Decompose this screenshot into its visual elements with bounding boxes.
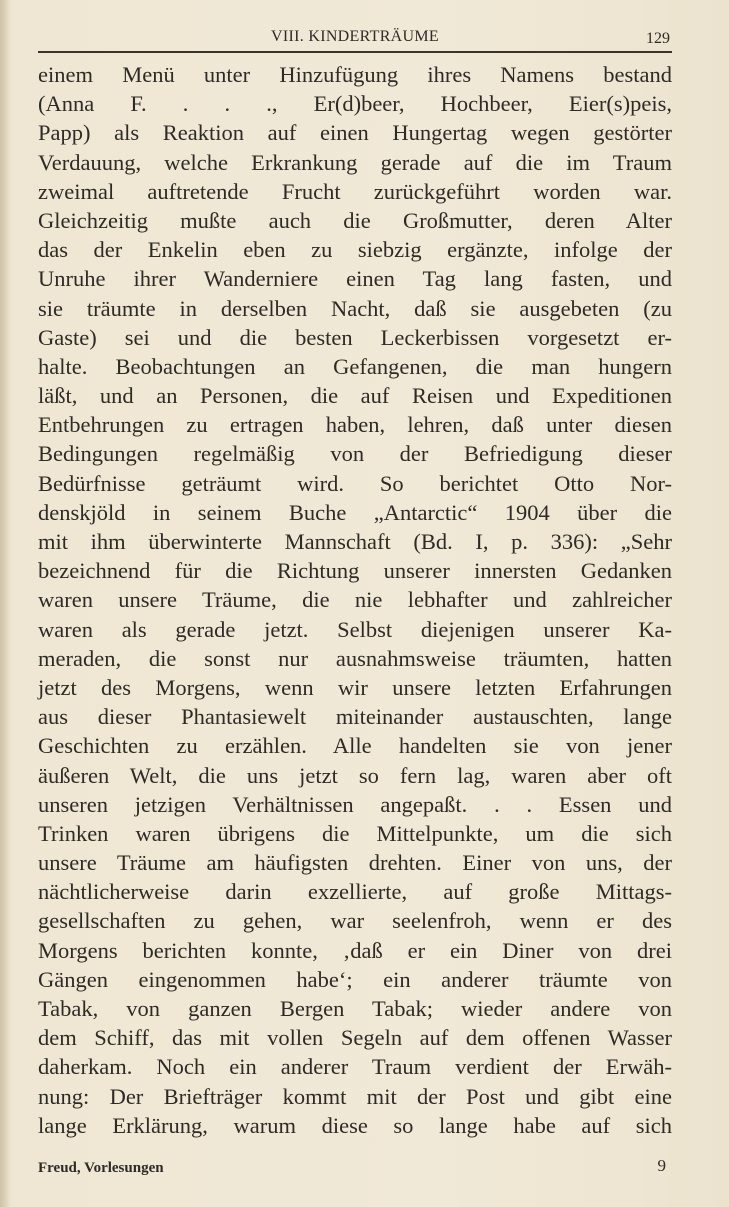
text-line: aus dieser Phantasiewelt miteinander austauschten, lange [38,704,672,730]
text-line: Entbehrungen zu ertragen haben, lehren, daß unter diesen [38,412,672,438]
text-line: Bedürfnisse geträumt wird. So berichtet Otto Nor- [38,470,672,496]
text-line: waren als gerade jetzt. Selbst diejenigen unserer Ka- [38,616,672,642]
header-rule [38,51,672,53]
text-line: unsere Träume am häufigsten drehten. Einer von uns, der [38,850,672,876]
text-line: unseren jetzigen Verhältnissen angepaßt. . . Essen und [38,791,672,817]
text-line: mit ihm überwinterte Mannschaft (Bd. I, p. 336): „Sehr [38,529,672,554]
text-line: Bedingungen regelmäßig von der Befriedigung dieser [38,441,672,467]
text-line: daherkam. Noch ein anderer Traum verdient der Erwäh- [38,1054,672,1080]
text-line: nächtlicherweise darin exzellierte, auf große Mittags- [38,879,672,905]
text-line: zweimal auftretende Frucht zurückgeführt worden war. [38,178,672,204]
signature-mark: 9 [657,1156,666,1175]
text-line: (Anna F. . . ., Er(d)beer, Hochbeer, Eier(s)peis, [38,91,672,117]
page-number: 129 [646,30,670,47]
text-line: dem Schiff, das mit vollen Segeln auf dem offenen Wasser [38,1025,672,1051]
text-line: waren unsere Träume, die nie lebhafter und zahlreicher [38,587,672,613]
text-line: einem Menü unter Hinzufügung ihres Namens bestand [38,62,672,87]
spine-shadow [0,0,10,1207]
text-line: lange Erklärung, warum diese so lange habe auf sich [38,1112,672,1138]
running-head: VIII. KINDERTRÄUME [271,28,439,45]
text-line: nung: Der Briefträger kommt mit der Post und gibt eine [38,1083,672,1109]
text-line: läßt, und an Personen, die auf Reisen und Expeditionen [38,383,672,409]
text-line: Geschichten zu erzählen. Alle handelten sie von jener [38,733,672,759]
page-footer [38,1156,672,1180]
text-line: bezeichnend für die Richtung unserer innersten Gedanken [38,558,672,584]
text-line: Gaste) sei und die besten Leckerbissen vorgesetzt er- [38,324,672,350]
text-line: Verdauung, welche Erkrankung gerade auf die im Traum [38,149,672,175]
text-line: Trinken waren übrigens die Mittelpunkte, um die sich [38,820,672,846]
page-header [38,28,672,52]
text-line: sie träumte in derselben Nacht, daß sie ausgebeten (zu [38,295,672,321]
text-line: halte. Beobachtungen an Gefangenen, die man hungern [38,353,672,379]
text-line: Unruhe ihrer Wanderniere einen Tag lang fasten, und [38,266,672,292]
text-line: das der Enkelin eben zu siebzig ergänzte, infolge der [38,237,672,263]
text-line: jetzt des Morgens, wenn wir unsere letzten Erfahrungen [38,674,672,700]
text-line: Gleichzeitig mußte auch die Großmutter, deren Alter [38,207,672,233]
text-line: denskjöld in seinem Buche „Antarctic“ 1904 über die [38,499,672,525]
text-line: meraden, die sonst nur ausnahmsweise träumten, hatten [38,645,672,671]
text-line: Gängen eingenommen habe‘; ein anderer träumte von [38,966,672,992]
footer-title: Freud, Vorlesungen [38,1160,164,1176]
text-line: Papp) als Reaktion auf einen Hungertag wegen gestörter [38,120,672,146]
body-text [38,60,672,1140]
text-line: Morgens berichten konnte, ‚daß er ein Diner von drei [38,937,672,963]
text-line: äußeren Welt, die uns jetzt so fern lag, waren aber oft [38,762,672,788]
text-line: Tabak, von ganzen Bergen Tabak; wieder andere von [38,996,672,1021]
text-line: gesellschaften zu gehen, war seelenfroh, wenn er des [38,908,672,934]
